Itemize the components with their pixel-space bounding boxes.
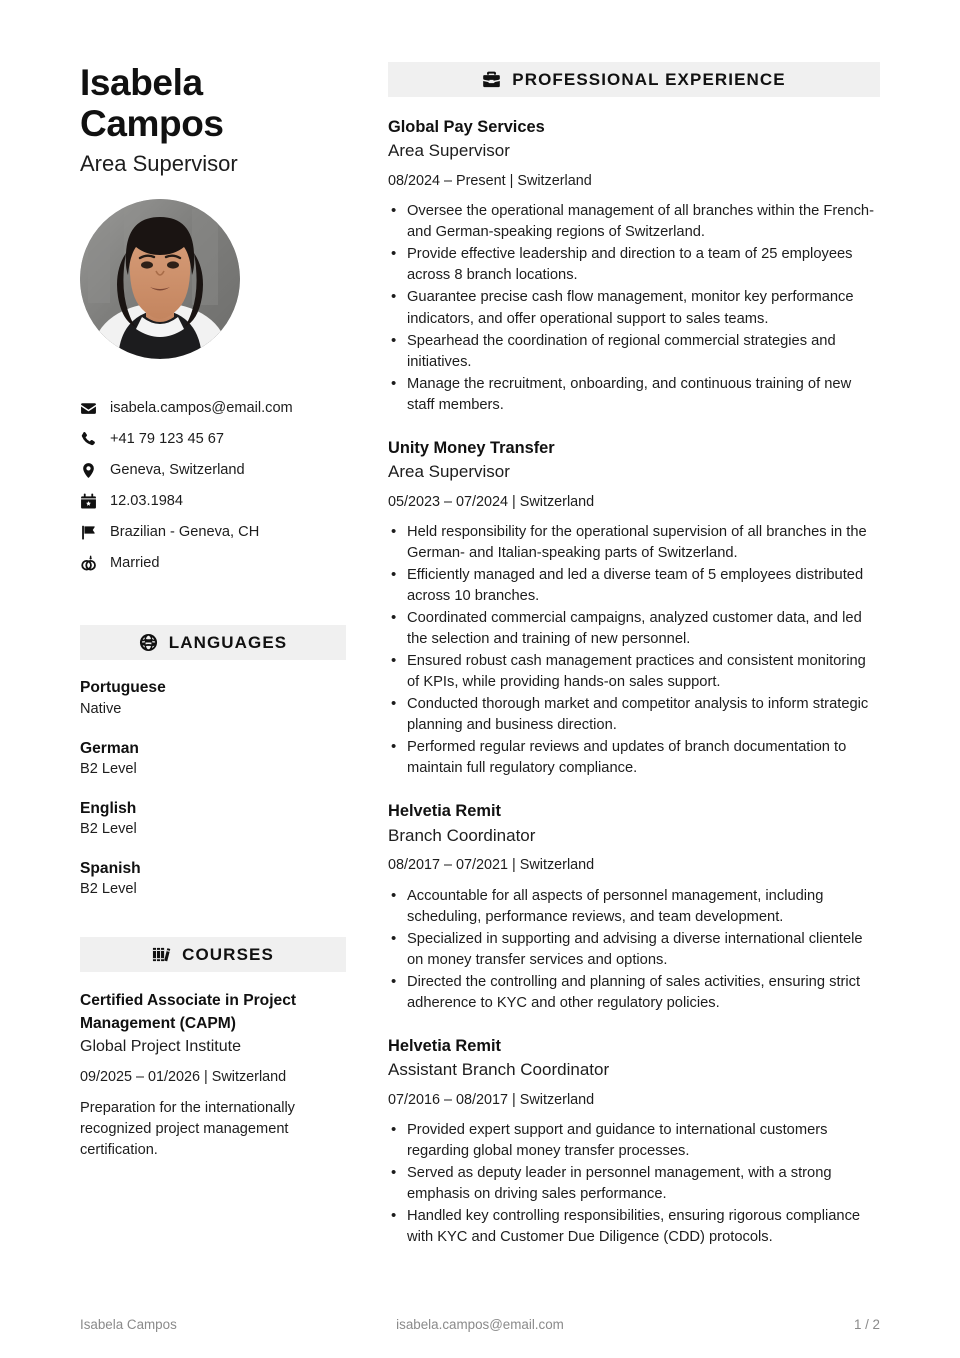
language-name: Portuguese [80,679,166,697]
contact-value-nationality: Brazilian - Geneva, CH [110,523,260,540]
language-item [80,739,346,779]
footer-page-number: 1 / 2 [853,1317,881,1332]
job-bullet: • Handled key controlling responsibilities, ensuring rigorous compliance with KYC and Customer Due Diligence (CDD) protocols. [388,1206,880,1248]
section-header-experience [388,62,880,97]
footer-name: Isabela Campos [80,1317,177,1332]
contact-list [80,393,346,579]
job-company: Global Pay Services [388,118,545,136]
page-footer [80,1317,880,1332]
job-bullet: • Provided expert support and guidance to international customers regarding global money transfer processes. [388,1120,880,1162]
avatar [80,199,240,359]
course-description: Preparation for the internationally recognized project management certification. [80,1099,295,1158]
globe-icon [139,633,158,652]
job-bullet: • Efficiently managed and led a diverse team of 5 employees distributed across 10 branches. [388,565,880,607]
envelope-icon [80,400,110,417]
footer-email: isabela.campos@email.com [396,1317,564,1332]
job-role: Area Supervisor [388,461,510,481]
language-name: Spanish [80,859,141,877]
job-bullet: • Spearhead the coordination of regional commercial strategies and initiatives. [388,331,880,373]
contact-item-marital-status [80,548,346,579]
job-bullet: • Specialized in supporting and advising a diverse international clientele on money transfer services and options. [388,929,880,971]
section-title-courses: COURSES [182,944,274,964]
contact-item-birthdate [80,486,346,517]
sidebar [80,62,368,1249]
job-bullet: • Served as deputy leader in personnel management, with a strong emphasis on driving sales performance. [388,1163,880,1205]
job-meta: 08/2017 – 07/2021 | Switzerland [388,857,595,874]
course-item [80,990,346,1161]
contact-item-location [80,455,346,486]
contact-value-marital-status: Married [110,554,160,571]
job-bullet-list [388,886,880,1014]
experience-entry [388,1036,880,1249]
language-level: Native [80,700,122,717]
job-bullet: • Conducted thorough market and competitor analysis to inform strategic planning and business direction. [388,694,880,736]
language-level: B2 Level [80,760,137,777]
calendar-icon [80,493,110,510]
job-company: Helvetia Remit [388,1036,501,1055]
job-bullet: • Performed regular reviews and updates of branch documentation to maintain full regulatory compliance. [388,737,880,779]
language-item [80,859,346,899]
job-bullet: • Provide effective leadership and direction to a team of 25 employees across 8 branch locations. [388,244,880,286]
contact-value-location: Geneva, Switzerland [110,461,245,478]
flag-icon [80,524,110,541]
headline-job-title: Area Supervisor [80,150,238,176]
phone-icon [80,431,110,448]
language-item [80,678,346,718]
contact-item-phone [80,424,346,455]
job-company: Helvetia Remit [388,802,501,821]
language-item [80,799,346,839]
job-bullet: • Ensured robust cash management practices and consistent monitoring of KPIs, while providing hands-on sales support. [388,651,880,693]
course-title: Certified Associate in Project Management (CAPM) [80,992,297,1032]
section-header-courses [80,937,346,972]
job-meta: 05/2023 – 07/2024 | Switzerland [388,493,595,510]
job-role: Area Supervisor [388,141,510,161]
languages-list [80,678,346,899]
contact-item-email [80,393,346,424]
experience-entry [388,801,880,1014]
language-level: B2 Level [80,881,137,898]
location-pin-icon [80,462,110,479]
job-bullet: • Held responsibility for the operational supervision of all branches in the German- and Italian-speaking parts of Switzerland. [388,522,880,564]
job-bullet-list [388,522,880,779]
page-title: Isabela Campos [80,62,224,145]
job-bullet-list [388,201,880,415]
job-bullet: • Guarantee precise cash flow management, monitor key performance indicators, and offer operational support to sales teams. [388,287,880,329]
job-bullet: • Oversee the operational management of all branches within the French- and German-speaking regions of Switzerland. [388,201,880,243]
section-title-experience: PROFESSIONAL EXPERIENCE [512,69,786,89]
job-meta: 08/2024 – Present | Switzerland [388,173,592,190]
section-title-languages: LANGUAGES [168,632,288,652]
job-bullet-list [388,1120,880,1248]
job-bullet: • Manage the recruitment, onboarding, and continuous training of new staff members. [388,374,880,416]
section-header-languages [80,625,346,660]
language-name: German [80,739,139,757]
job-bullet: • Directed the controlling and planning of sales activities, ensuring strict adherence to KYC and other regulatory policies. [388,972,880,1014]
portrait-photo [80,199,240,359]
job-role: Branch Coordinator [388,825,536,845]
course-organization: Global Project Institute [80,1038,241,1056]
contact-item-nationality [80,517,346,548]
language-name: English [80,799,137,817]
courses-section [80,937,346,1161]
contact-value-phone: +41 79 123 45 67 [110,430,225,447]
experience-entry [388,438,880,780]
job-company: Unity Money Transfer [388,438,555,457]
main-column [368,62,880,1249]
books-icon [152,945,171,964]
job-meta: 07/2016 – 08/2017 | Switzerland [388,1091,595,1108]
job-bullet: • Accountable for all aspects of personnel management, including scheduling, performance reviews, and team development. [388,886,880,928]
contact-value-email: isabela.campos@email.com [110,399,293,416]
course-meta: 09/2025 – 01/2026 | Switzerland [80,1068,287,1085]
languages-section [80,625,346,899]
experience-entry [388,117,880,416]
job-bullet: • Coordinated commercial campaigns, analyzed customer data, and led the selection and training of new personnel. [388,608,880,650]
briefcase-icon [482,70,501,89]
contact-value-birthdate: 12.03.1984 [110,492,184,509]
language-level: B2 Level [80,821,137,837]
job-role: Assistant Branch Coordinator [388,1060,610,1080]
rings-icon [80,555,110,572]
